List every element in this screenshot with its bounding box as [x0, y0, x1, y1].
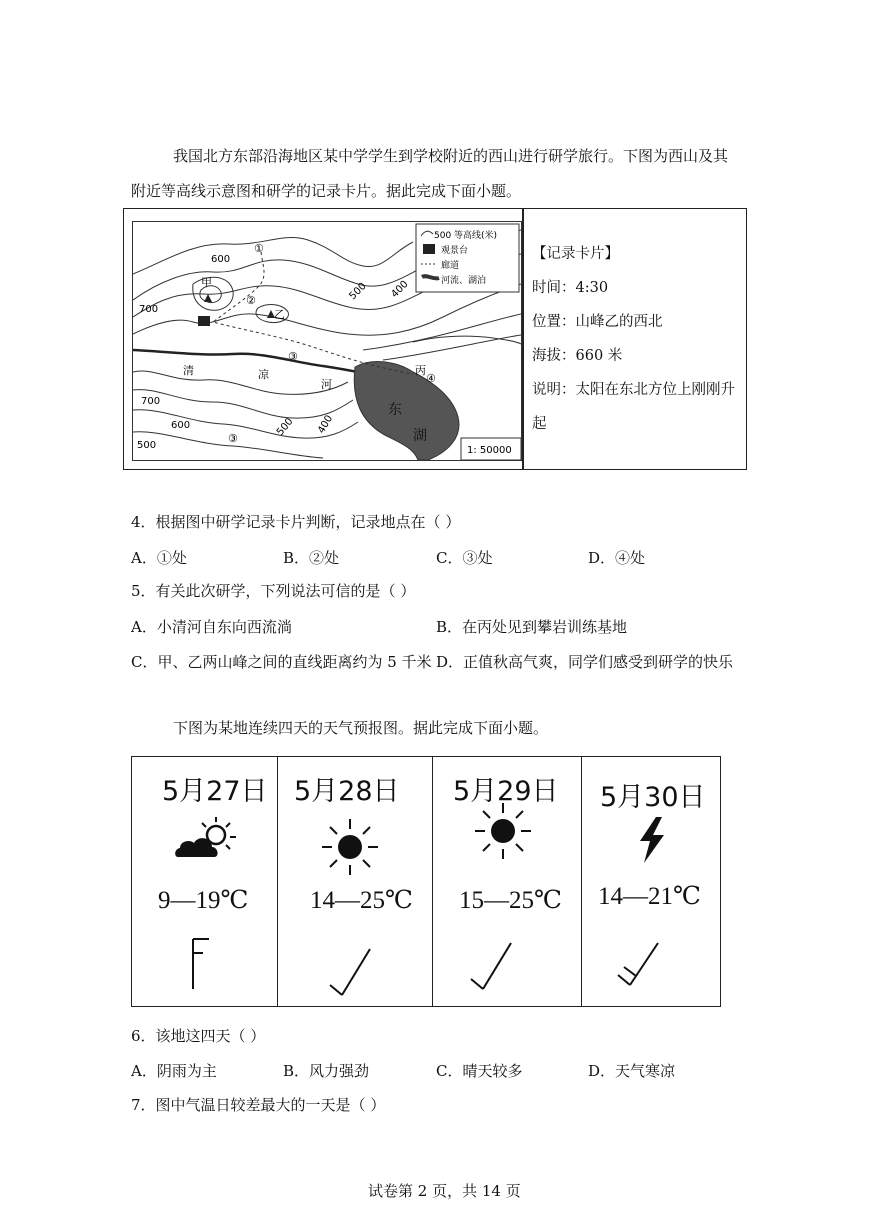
- q5-option-d[interactable]: D．正值秋高气爽，同学们感受到研学的快乐: [436, 653, 734, 671]
- page-footer: 试卷第 2 页，共 14 页: [368, 1182, 521, 1200]
- partly-cloudy-icon: [172, 815, 242, 865]
- card-title: 【记录卡片】: [532, 246, 619, 262]
- contour-label: 600: [211, 254, 231, 265]
- q4-option-a[interactable]: A．①处: [131, 549, 187, 567]
- marker-3-lower: ③: [228, 432, 238, 445]
- q5-option-c[interactable]: C．甲、乙两山峰之间的直线距离约为 5 千米: [131, 653, 432, 671]
- viewpoint-legend-icon: [423, 244, 435, 254]
- q4-option-d[interactable]: D．④处: [588, 549, 646, 567]
- contour-map: [132, 221, 522, 461]
- weather-temp: 15—25℃: [459, 887, 562, 914]
- point-bing-label: 丙: [415, 364, 426, 377]
- legend-path: 廊道: [441, 261, 460, 271]
- legend-viewpoint: 观景台: [441, 246, 469, 256]
- contour-label: 500: [274, 416, 296, 438]
- marker-1: ①: [254, 242, 264, 255]
- peak-jia-icon: [204, 294, 212, 302]
- contour-label: 500: [137, 440, 157, 451]
- weather-day-cell: [132, 757, 278, 1006]
- intro-line-2: 附近等高线示意图和研学的记录卡片。据此完成下面小题。: [131, 182, 522, 200]
- weather-day-cell: [278, 757, 433, 1006]
- contour-label: 700: [139, 304, 159, 315]
- q6-option-d[interactable]: D．天气寒凉: [588, 1062, 676, 1080]
- card-note: 说明：太阳在东北方位上刚刚升起: [532, 382, 735, 432]
- marker-4: ④: [426, 372, 436, 385]
- sun-icon: [473, 801, 533, 861]
- q4-option-c[interactable]: C．③处: [436, 549, 493, 567]
- q7-stem: 7．图中气温日较差最大的一天是（ ）: [131, 1096, 386, 1114]
- wind-flag-icon: [469, 941, 519, 993]
- weather-date: 5月27日: [162, 776, 268, 807]
- figure-map-and-card: [123, 208, 747, 470]
- map-scale: 1: 50000: [467, 445, 512, 456]
- sun-icon: [320, 817, 380, 877]
- peak-yi-label: 乙: [274, 308, 285, 321]
- weather-date: 5月30日: [600, 782, 706, 813]
- intro2-line: 下图为某地连续四天的天气预报图。据此完成下面小题。: [173, 719, 549, 737]
- weather-temp: 14—21℃: [598, 883, 701, 910]
- lake-char: 东: [388, 402, 402, 418]
- wind-flag-icon: [328, 947, 378, 999]
- q5-option-b[interactable]: B．在丙处见到攀岩训练基地: [436, 618, 628, 636]
- record-card: [532, 237, 742, 441]
- card-altitude: 海拔：660 米: [532, 348, 623, 364]
- card-time: 时间：4:30: [532, 280, 609, 296]
- q4-stem: 4．根据图中研学记录卡片判断，记录地点在（ ）: [131, 513, 461, 531]
- weather-date: 5月29日: [453, 776, 559, 807]
- peak-jia-label: 甲: [201, 276, 212, 289]
- contour-label: 400: [389, 278, 411, 301]
- weather-date: 5月28日: [294, 776, 400, 807]
- weather-temp: 9—19℃: [158, 887, 249, 914]
- contour-map-drawing: [133, 222, 521, 460]
- q6-option-c[interactable]: C．晴天较多: [436, 1062, 523, 1080]
- wind-flag-icon: [616, 941, 666, 993]
- viewpoint-icon: [198, 316, 210, 326]
- q5-stem: 5．有关此次研学，下列说法可信的是（ ）: [131, 582, 416, 600]
- marker-3: ③: [288, 350, 298, 363]
- legend-water: 河流、湖泊: [441, 276, 487, 286]
- contour-label: 500: [347, 280, 369, 303]
- legend-contour: 500 等高线(米): [434, 231, 498, 241]
- q6-stem: 6．该地这四天（ ）: [131, 1027, 266, 1045]
- thunder-icon: [636, 817, 668, 863]
- marker-2: ②: [246, 294, 256, 307]
- q5-option-a[interactable]: A．小清河自东向西流淌: [131, 618, 292, 636]
- river-char: 河: [321, 378, 332, 391]
- weather-temp: 14—25℃: [310, 887, 413, 914]
- q4-option-b[interactable]: B．②处: [283, 549, 340, 567]
- intro-line-1: 我国北方东部沿海地区某中学学生到学校附近的西山进行研学旅行。下图为西山及其: [173, 147, 729, 165]
- contour-label: 700: [141, 396, 161, 407]
- weather-forecast-table: [131, 756, 721, 1007]
- figure-divider: [522, 209, 524, 469]
- lake-char: 湖: [413, 428, 427, 444]
- weather-day-cell: [582, 757, 719, 1006]
- contour-label: 400: [316, 413, 336, 436]
- q6-option-b[interactable]: B．风力强劲: [283, 1062, 370, 1080]
- card-location: 位置：山峰乙的西北: [532, 314, 663, 330]
- contour-label: 600: [171, 420, 191, 431]
- q6-option-a[interactable]: A．阴雨为主: [131, 1062, 217, 1080]
- river-char: 凉: [258, 368, 269, 381]
- river-char: 清: [183, 364, 194, 377]
- wind-flag-icon: [187, 937, 217, 991]
- weather-day-cell: [433, 757, 582, 1006]
